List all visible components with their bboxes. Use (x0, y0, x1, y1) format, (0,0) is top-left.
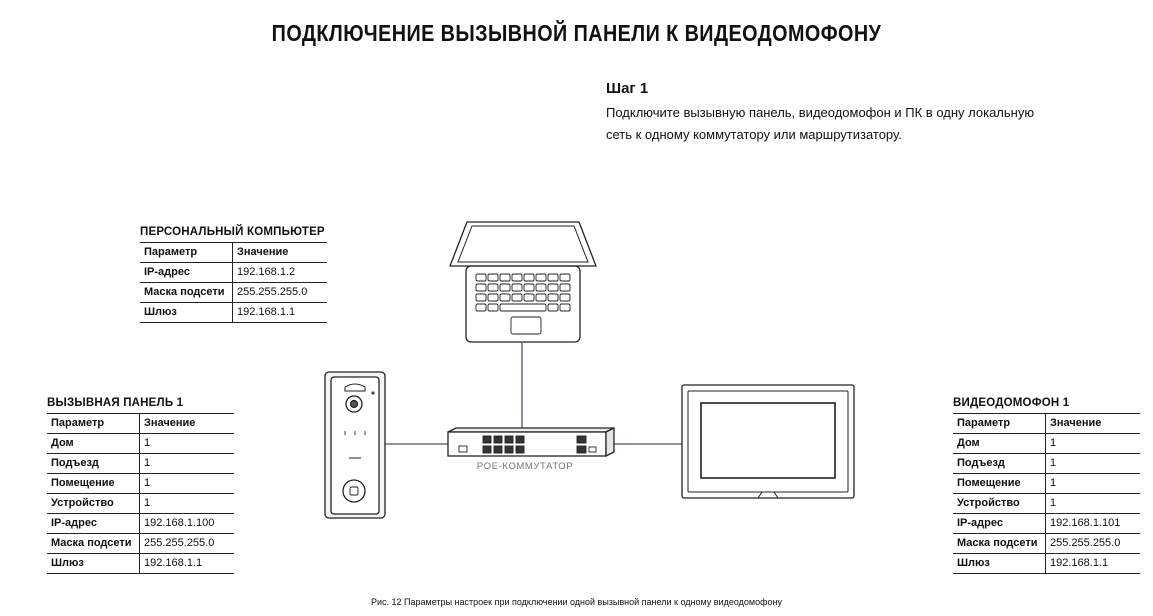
param-value: 1 (1046, 454, 1141, 474)
param-value: 1 (140, 454, 235, 474)
param-value: 255.255.255.0 (1046, 534, 1141, 554)
table-header-row (140, 243, 327, 263)
param-value: 1 (1046, 494, 1141, 514)
table-header-row (953, 414, 1140, 434)
table-row (140, 263, 327, 283)
call-panel-params-table (47, 397, 234, 574)
param-value: 192.168.1.2 (233, 263, 328, 283)
table-row (953, 474, 1140, 494)
page-title: ПОДКЛЮЧЕНИЕ ВЫЗЫВНОЙ ПАНЕЛИ К ВИДЕОДОМОФОНУ (271, 20, 882, 46)
param-name: IP-адрес (953, 514, 1046, 534)
pc-table-caption: ПЕРСОНАЛЬНЫЙ КОМПЬЮТЕР (140, 226, 325, 238)
table-header-row (47, 414, 234, 434)
param-name: Помещение (953, 474, 1046, 494)
param-value: 1 (1046, 434, 1141, 454)
table-row (140, 283, 327, 303)
step-text-line-2: сеть к одному коммутатору или маршрутизатору. (606, 127, 902, 142)
param-value: 1 (140, 474, 235, 494)
param-name: Маска подсети (47, 534, 140, 554)
figure-caption: Рис. 12 Параметры настроек при подключении одной вызывной панели к одному видеодомофону (371, 597, 782, 607)
monitor-table-caption: ВИДЕОДОМОФОН 1 (953, 397, 1070, 409)
param-name: Дом (953, 434, 1046, 454)
table-row (47, 434, 234, 454)
table-row (140, 303, 327, 323)
step-text-line-1: Подключите вызывную панель, видеодомофон и ПК в одну локальную (606, 105, 1035, 120)
table-row (953, 434, 1140, 454)
table-row (953, 494, 1140, 514)
param-name: Дом (47, 434, 140, 454)
param-name: Помещение (47, 474, 140, 494)
table-row (953, 554, 1140, 574)
param-name: Шлюз (953, 554, 1046, 574)
param-name: IP-адрес (140, 263, 233, 283)
param-value: 192.168.1.101 (1046, 514, 1141, 534)
step-title: Шаг 1 (606, 80, 649, 97)
laptop-icon (450, 222, 596, 342)
param-value: 255.255.255.0 (140, 534, 235, 554)
param-value: 192.168.1.1 (1046, 554, 1141, 574)
param-value: 192.168.1.100 (140, 514, 235, 534)
param-name: Подъезд (47, 454, 140, 474)
param-value: 255.255.255.0 (233, 283, 328, 303)
table-row (47, 454, 234, 474)
param-name: Устройство (47, 494, 140, 514)
table-row (47, 474, 234, 494)
header-value: Значение (1046, 414, 1141, 434)
table-row (47, 554, 234, 574)
param-value: 192.168.1.1 (140, 554, 235, 574)
video-monitor-icon (682, 385, 854, 498)
param-name: Маска подсети (140, 283, 233, 303)
table-row (47, 494, 234, 514)
monitor-params-table (953, 397, 1140, 574)
param-name: Устройство (953, 494, 1046, 514)
param-name: IP-адрес (47, 514, 140, 534)
table-row (953, 454, 1140, 474)
table-row (47, 534, 234, 554)
header-param: Параметр (953, 414, 1046, 434)
table-row (47, 514, 234, 534)
header-value: Значение (140, 414, 235, 434)
call-panel-icon (325, 372, 385, 518)
header-value: Значение (233, 243, 328, 263)
param-value: 1 (1046, 474, 1141, 494)
header-param: Параметр (47, 414, 140, 434)
param-name: Маска подсети (953, 534, 1046, 554)
pc-params-table (140, 226, 327, 323)
param-name: Шлюз (140, 303, 233, 323)
switch-label: POE-КОММУТАТОР (476, 461, 574, 472)
header-param: Параметр (140, 243, 233, 263)
panel-table-caption: ВЫЗЫВНАЯ ПАНЕЛЬ 1 (47, 397, 184, 409)
param-value: 1 (140, 494, 235, 514)
param-value: 1 (140, 434, 235, 454)
table-row (953, 514, 1140, 534)
table-row (953, 534, 1140, 554)
param-name: Подъезд (953, 454, 1046, 474)
param-value: 192.168.1.1 (233, 303, 328, 323)
poe-switch-icon (448, 428, 614, 456)
param-name: Шлюз (47, 554, 140, 574)
